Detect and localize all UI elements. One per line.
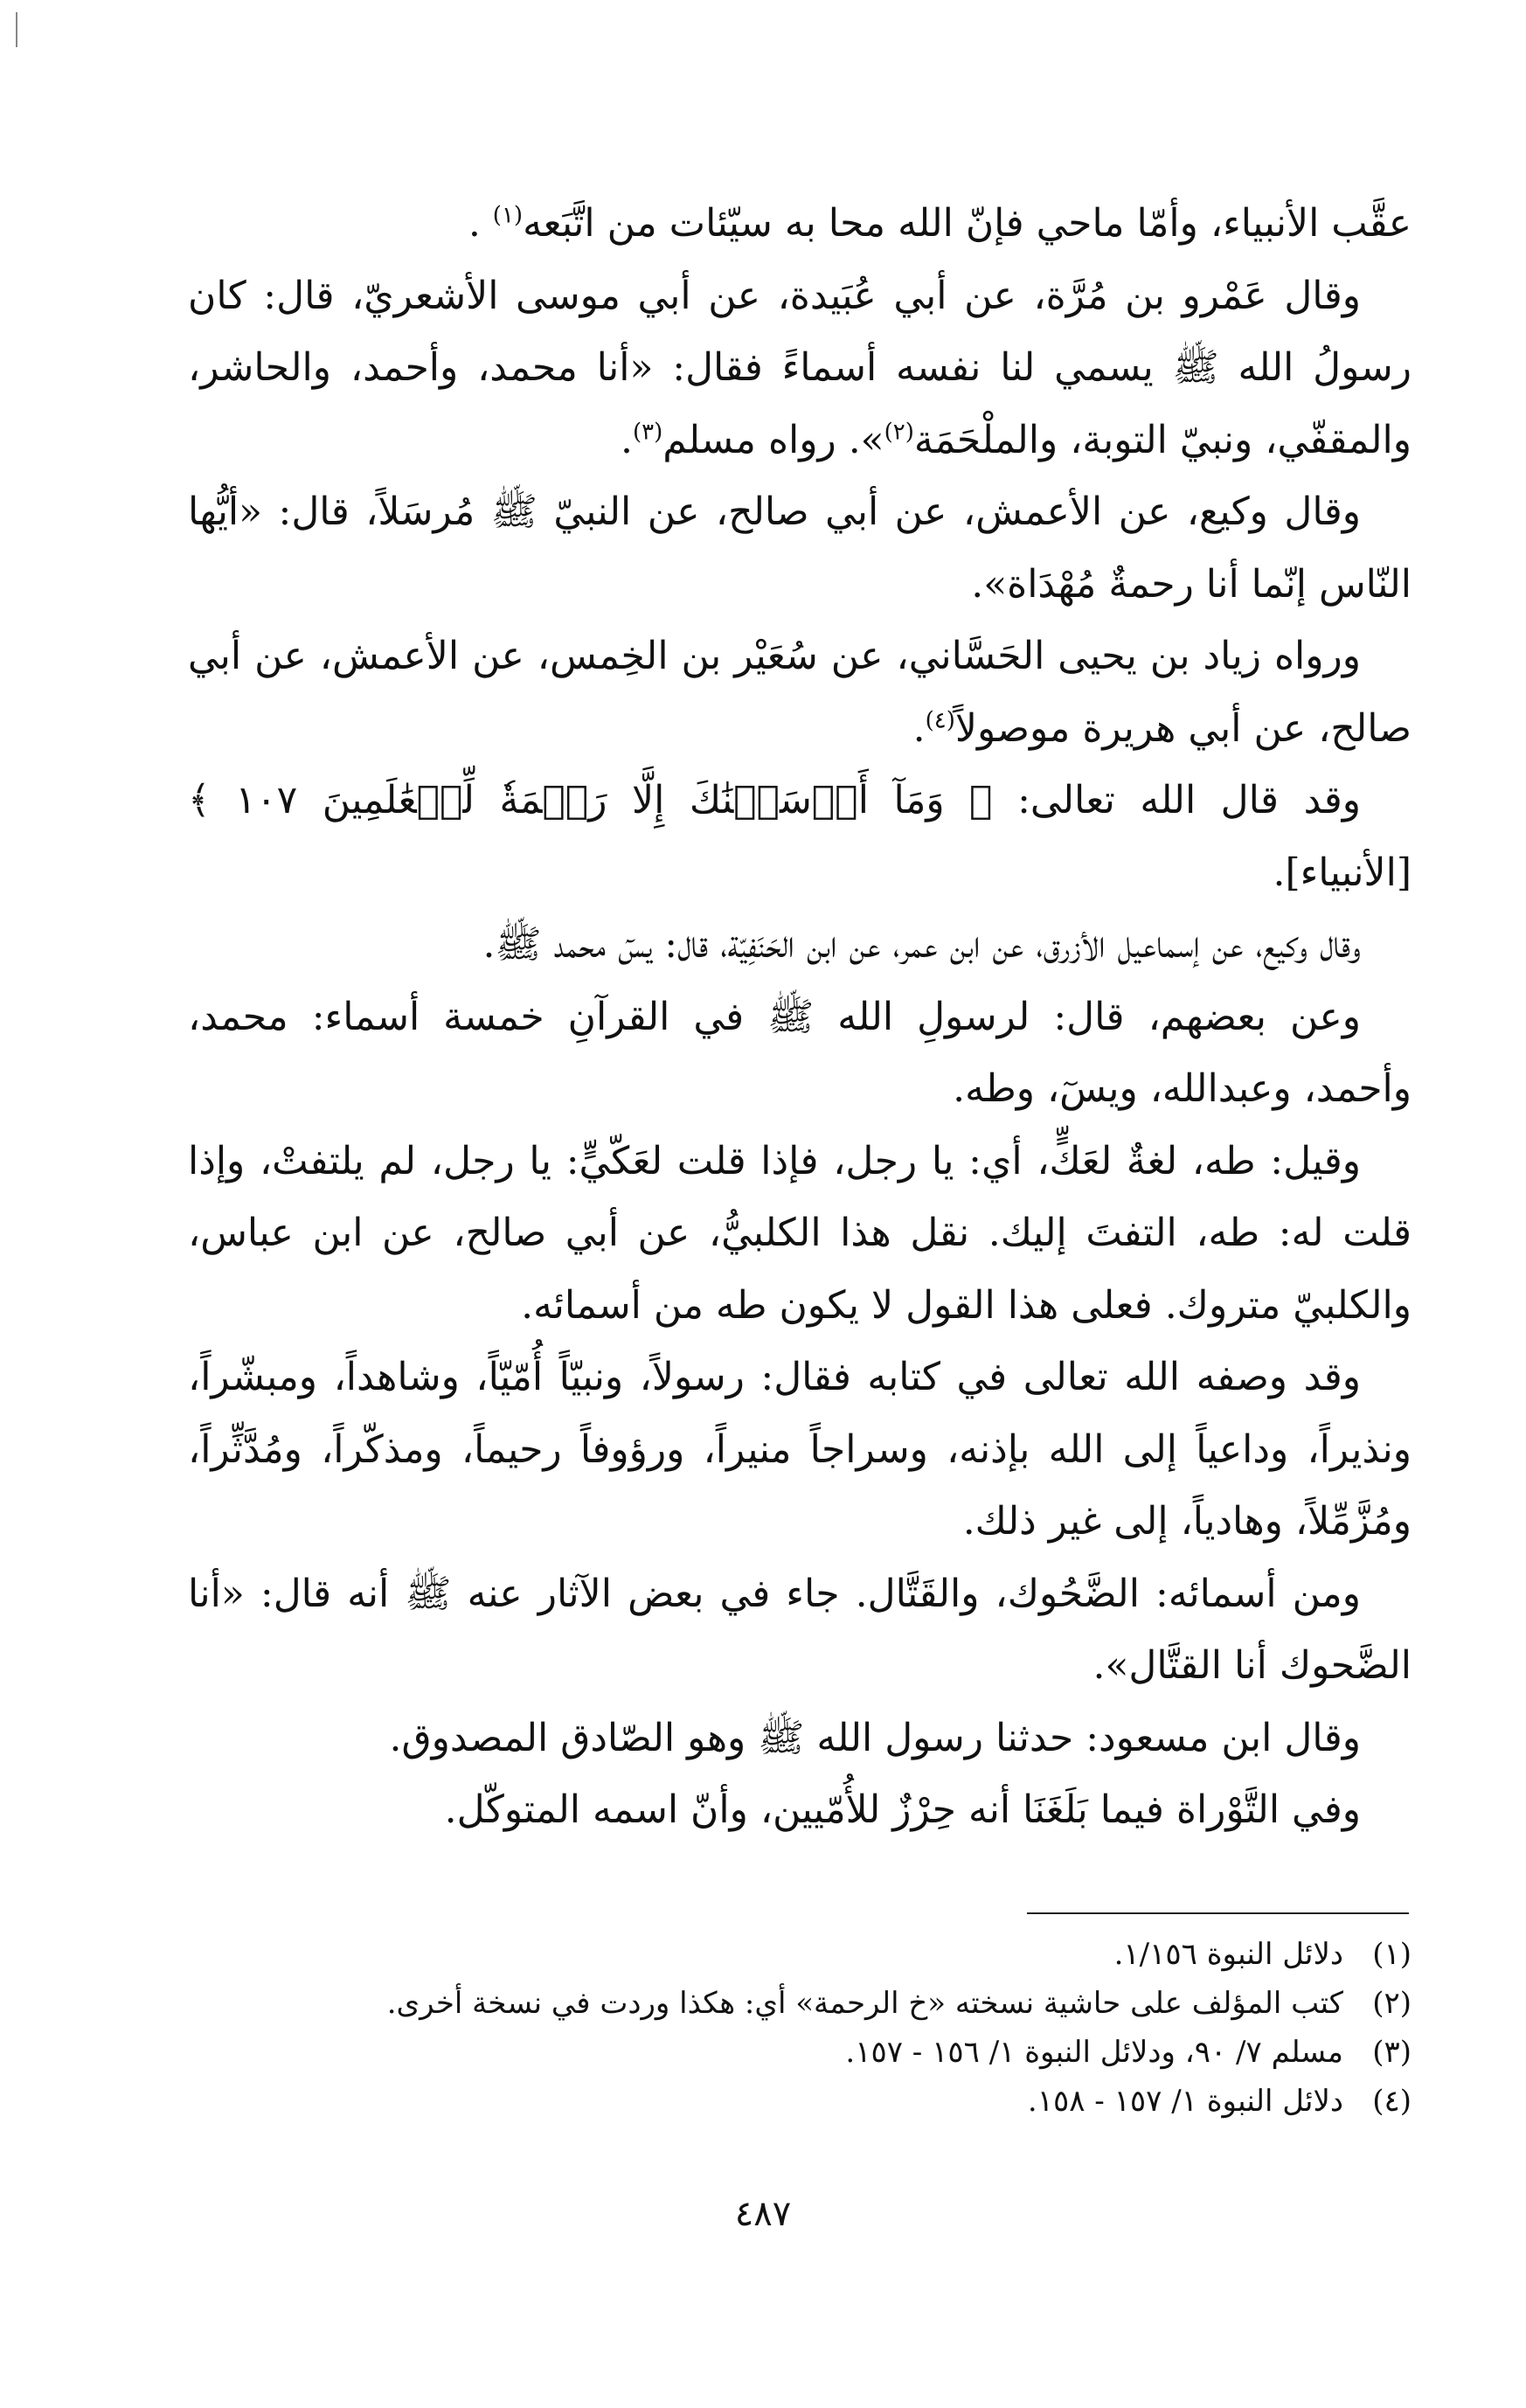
- paragraph-7: وعن بعضهم، قال: لرسولِ الله ﷺ في القرآنِ خمسة أسماء: محمد، وأحمد، وعبدالله، ويسٓ، وطه.: [188, 994, 1412, 1111]
- paragraph-text-end: ». رواه مسلم: [662, 417, 884, 462]
- footnote-number: (١): [1372, 1937, 1412, 1972]
- footnote-number: (٢): [1372, 1986, 1412, 2021]
- footnote-text: دلائل النبوة ١/ ١٥٧ - ١٥٨.: [1027, 2084, 1343, 2119]
- paragraph-3: وقال وكيع، عن الأعمش، عن أبي صالح، عن النبيّ ﷺ مُرسَلاً، قال: «أيُّها النّاس إنّما أنا رحمةٌ مُهْدَاة».: [188, 489, 1412, 607]
- paragraph-text-end: .: [468, 201, 493, 246]
- footnote-number: (٤): [1372, 2084, 1412, 2119]
- footnotes: [188, 1930, 1412, 2126]
- footnote-1: [188, 1930, 1412, 1979]
- footnote-number: (٣): [1372, 2035, 1412, 2070]
- footnote-3: [188, 2028, 1412, 2077]
- footnote-text: كتب المؤلف على حاشية نسخته «خ الرحمة» أي: هكذا وردت في نسخة أخرى.: [386, 1986, 1343, 2021]
- paragraph-1: [188, 188, 1412, 260]
- paragraph-9: وقد وصفه الله تعالى في كتابه فقال: رسولاً، ونبيّاً أُمّيّاً، وشاهداً، ومبشّراً، ونذيراً، وداعياً إلى الله بإذنه، وسراجاً منيراً، ورؤوفاً رحيماً، ومذكّراً، ومُدَّثِّراً، ومُزَّمِّلاً، وهادياً، إلى غير ذلك.: [188, 1355, 1412, 1544]
- paragraph-5-quran-verse: وقد قال الله تعالى: ﴿ وَمَآ أَرۡسَلۡنَٰكَ إِلَّا رَحۡمَةٗ لِّلۡعَٰلَمِينَ ١٠٧ ﴾ [الأنبياء].: [188, 778, 1412, 895]
- scan-edge-mark: [16, 12, 17, 47]
- footnote-ref: (٢): [884, 418, 914, 445]
- main-text: [188, 188, 1412, 1847]
- paragraph-10: ومن أسمائه: الضَّحُوك، والقَتَّال. جاء في بعض الآثار عنه ﷺ أنه قال: «أنا الضَّحوك أنا القتَّال».: [188, 1571, 1412, 1688]
- footnote-4: [188, 2077, 1412, 2126]
- paragraph-text-end: .: [912, 705, 926, 751]
- paragraph-6: وقال وكيع، عن إسماعيل الأزرق، عن ابن عمر، عن ابن الحَنَفِيّة، قال: يسٓ محمد ﷺ.: [482, 922, 1361, 967]
- paragraph-8: وقيل: طه، لغةٌ لعَكٍّ، أي: يا رجل، فإذا قلت لعَكّيٍّ: يا رجل، لم يلتفتْ، وإذا قلت له: طه، التفتَ إليك. نقل هذا الكلبيُّ، عن أبي صالح، عن ابن عباس، والكلبيّ متروك. فعلى هذا القول لا يكون طه من أسمائه.: [188, 1138, 1412, 1328]
- page-number: ٤٨٧: [734, 2194, 792, 2234]
- paragraph-11: وقال ابن مسعود: حدثنا رسول الله ﷺ وهو الصّادق المصدوق.: [389, 1715, 1361, 1760]
- paragraph-4: [188, 621, 1412, 765]
- footnote-ref: (١): [492, 202, 524, 229]
- footnote-text: مسلم ٧/ ٩٠، ودلائل النبوة ١/ ١٥٦ - ١٥٧.: [845, 2035, 1343, 2070]
- paragraph-text-end: .: [621, 417, 633, 462]
- paragraph-12: وفي التَّوْراة فيما بَلَغَنَا أنه حِرْزٌ للأُمّيين، وأنّ اسمه المتوكّل.: [444, 1787, 1361, 1832]
- paragraph-2: [188, 260, 1412, 477]
- footnote-ref: (٤): [925, 706, 955, 733]
- paragraph-text: ورواه زياد بن يحيى الحَسَّاني، عن سُعَيْر بن الخِمس، عن الأعمش، عن أبي صالح، عن أبي هريرة موصولاً: [188, 634, 1412, 751]
- footnote-divider: [1027, 1912, 1409, 1914]
- footnote-2: [188, 1979, 1412, 2028]
- footnote-ref: (٣): [633, 418, 663, 445]
- paragraph-text: وقال عَمْرو بن مُرَّة، عن أبي عُبَيدة، عن أبي موسى الأشعريّ، قال: كان رسولُ الله ﷺ يسمي لنا نفسه أسماءً فقال: «أنا محمد، وأحمد، والحاشر، والمقفّي، ونبيّ التوبة، والملْحَمَة: [188, 273, 1412, 462]
- paragraph-text: عقَّب الأنبياء، وأمّا ماحي فإنّ الله محا به سيّئات من اتَّبَعه: [523, 201, 1412, 246]
- footnote-text: دلائل النبوة ١/١٥٦.: [1113, 1937, 1343, 1972]
